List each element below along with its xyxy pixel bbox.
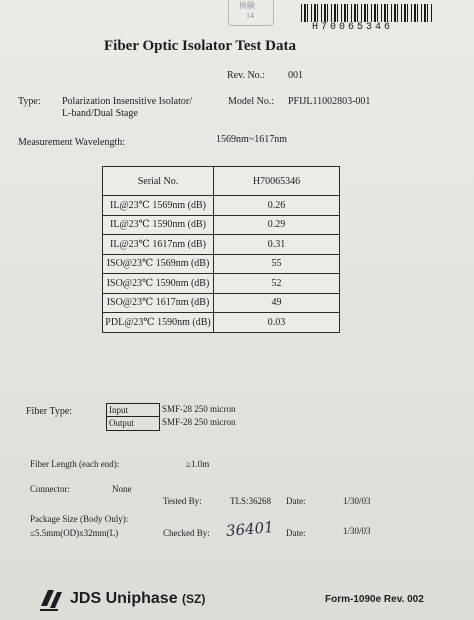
checked-by-signature: 36401 <box>225 517 275 541</box>
table-row <box>103 274 340 294</box>
connector-label: Connector: <box>30 484 70 494</box>
row-value: 0.29 <box>214 215 340 235</box>
stamp-mark <box>228 0 274 26</box>
connector-value: None <box>112 484 132 494</box>
model-label: Model No.: <box>228 96 275 107</box>
wavelength-value: 1569nm~1617nm <box>216 134 287 145</box>
row-label: ISO@23℃ 1590nm (dB) <box>103 274 214 294</box>
row-value: 49 <box>214 293 340 313</box>
stamp-mark-glyph-bottom: 14 <box>246 11 254 20</box>
fiber-output-value: SMF-28 250 micron <box>162 417 236 427</box>
row-label: IL@23℃ 1569nm (dB) <box>103 196 214 216</box>
type-value-line1: Polarization Insensitive Isolator/ <box>62 96 192 107</box>
fiber-length-label: Fiber Length (each end): <box>30 459 120 469</box>
fiber-type-label: Fiber Type: <box>26 406 73 417</box>
table-row <box>103 196 340 216</box>
checked-date-value: 1/30/03 <box>343 526 371 536</box>
row-label: ISO@23℃ 1617nm (dB) <box>103 293 214 313</box>
rev-value: 001 <box>288 70 303 81</box>
document-title: Fiber Optic Isolator Test Data <box>104 38 296 54</box>
table-row <box>103 313 340 333</box>
barcode <box>301 4 433 22</box>
fiber-length-value: ≥1.0m <box>186 459 210 469</box>
row-label: IL@23℃ 1617nm (dB) <box>103 235 214 255</box>
model-value: PFIJL11002803-001 <box>288 96 371 107</box>
checked-by-label: Checked By: <box>163 528 210 538</box>
test-data-table <box>102 166 340 333</box>
company-logo-text <box>70 590 205 608</box>
fiber-input-label: Input <box>107 404 159 417</box>
type-label: Type: <box>18 96 41 107</box>
fiber-type-box <box>106 403 160 431</box>
table-row <box>103 293 340 313</box>
package-size-value: ≤5.5mm(OD)x32mm(L) <box>30 528 119 538</box>
tested-date-value: 1/30/03 <box>343 496 371 506</box>
table-row <box>103 215 340 235</box>
row-value: 0.31 <box>214 235 340 255</box>
row-value: 52 <box>214 274 340 294</box>
type-value-line2: L-band/Dual Stage <box>62 108 138 119</box>
checked-date-label: Date: <box>286 528 306 538</box>
tested-by-value: TLS:36268 <box>230 496 272 506</box>
stamp-mark-glyph-top: 檢驗 <box>239 1 255 10</box>
rev-label: Rev. No.: <box>227 70 265 81</box>
jds-uniphase-logo-icon <box>38 584 64 612</box>
tested-date-label: Date: <box>286 496 306 506</box>
serial-header: Serial No. <box>103 167 214 196</box>
company-site: (SZ) <box>182 592 206 606</box>
row-label: IL@23℃ 1590nm (dB) <box>103 215 214 235</box>
table-row <box>103 235 340 255</box>
row-value: 0.26 <box>214 196 340 216</box>
table-header-row <box>103 167 340 196</box>
row-label: PDL@23℃ 1590nm (dB) <box>103 313 214 333</box>
row-label: ISO@23℃ 1569nm (dB) <box>103 254 214 274</box>
table-row <box>103 254 340 274</box>
form-number: Form-1090e Rev. 002 <box>325 594 424 605</box>
package-size-label: Package Size (Body Only): <box>30 514 129 524</box>
tested-by-label: Tested By: <box>163 496 202 506</box>
barcode-number: H70065346 <box>312 22 394 33</box>
fiber-input-value: SMF-28 250 micron <box>162 404 236 414</box>
company-name: JDS Uniphase <box>70 590 178 607</box>
row-value: 0.03 <box>214 313 340 333</box>
fiber-output-label: Output <box>109 418 135 428</box>
serial-value: H70065346 <box>214 167 340 196</box>
wavelength-label: Measurement Wavelength: <box>18 137 126 148</box>
row-value: 55 <box>214 254 340 274</box>
